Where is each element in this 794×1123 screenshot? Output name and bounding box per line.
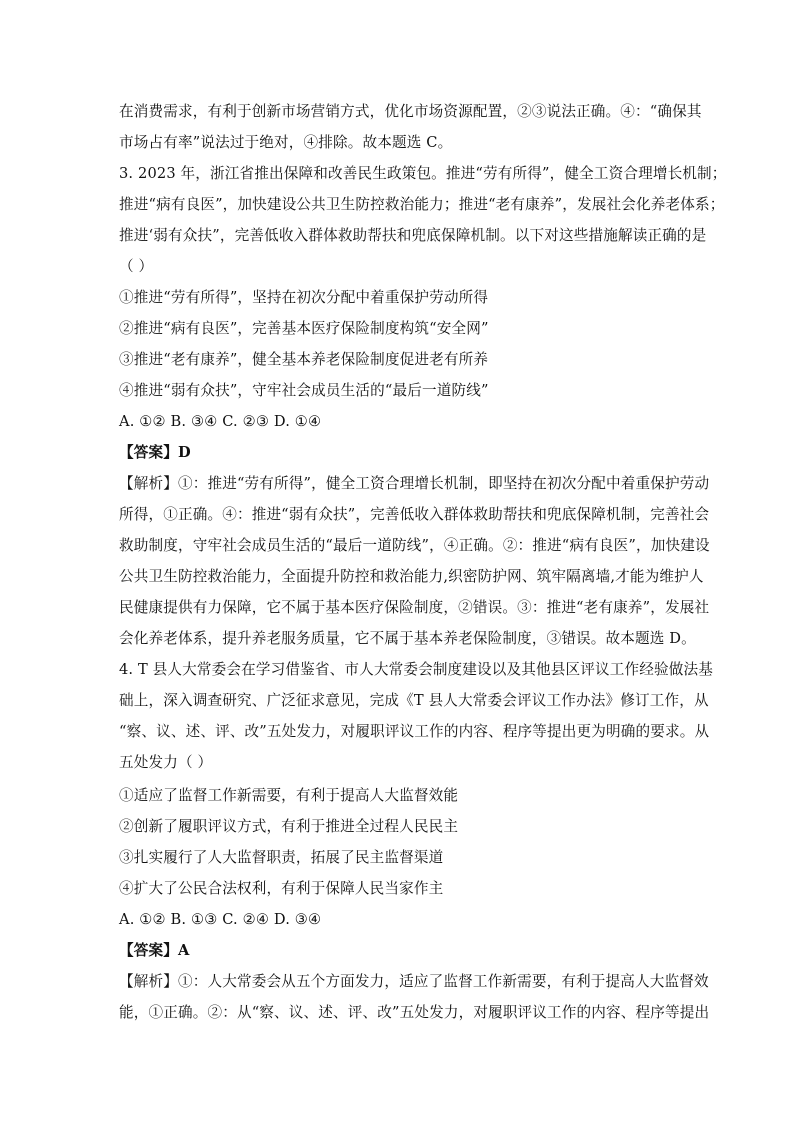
question-4-stem-line: 五处发力（ ） — [119, 754, 213, 771]
question-4-stem-line: 础上，深入调查研究、广泛征求意见，完成《T 县人大常委会评议工作办法》修订工作，从 — [119, 692, 709, 709]
question-3-analysis-line: 【解析】①：推进“劳有所得”，健全工资合理增长机制，即坚持在初次分配中着重保护劳动 — [119, 475, 710, 492]
question-3-analysis-line: 会化养老体系，提升养老服务质量，它不属于基本养老保险制度，③错误。故本题选 D。 — [119, 630, 696, 647]
question-4-statement: ③扎实履行了人大监督职责，拓展了民主监督渠道 — [119, 849, 444, 866]
question-3-analysis-line: 救助制度，守牢社会成员生活的“最后一道防线”，④正确。②：推进“病有良医”，加快建设 — [119, 537, 710, 554]
text-line: 在消费需求，有利于创新市场营销方式，优化市场资源配置，②③说法正确。④：“确保其 — [119, 103, 702, 120]
question-3-statement: ③推进“老有康养”，健全基本养老保险制度促进老有所养 — [119, 351, 489, 368]
question-3-analysis-line: 公共卫生防控救治能力，全面提升防控和救治能力,织密防护网、筑牢隔离墙,才能为维护人 — [119, 568, 704, 585]
question-3-statement: ②推进“病有良医”，完善基本医疗保险制度构筑“安全网” — [119, 320, 489, 337]
question-3-statement: ④推进“弱有众扶”，守牢社会成员生活的“最后一道防线” — [119, 382, 489, 399]
question-3-analysis-line: 民健康提供有力保障，它不属于基本医疗保险制度，②错误。③：推进“老有康养”，发展社 — [119, 599, 710, 616]
question-3-stem-line: 3. 2023 年，浙江省推出保障和改善民生政策包。推进“劳有所得”，健全工资合理增长机制； — [119, 165, 727, 182]
question-4-answer: 【答案】A — [119, 942, 190, 959]
question-3-analysis-line: 所得，①正确。④：推进“弱有众扶”，完善低收入群体救助帮扶和兜底保障机制，完善社会 — [119, 506, 710, 523]
text-line: 市场占有率”说法过于绝对，④排除。故本题选 C。 — [119, 134, 453, 151]
question-4-statement: ①适应了监督工作新需要，有利于提高人大监督效能 — [119, 787, 459, 804]
question-4-options: A. ①② B. ①③ C. ②④ D. ③④ — [119, 911, 322, 928]
question-4-analysis-line: 能，①正确。②：从“察、议、述、评、改”五处发力，对履职评议工作的内容、程序等提出 — [119, 1004, 710, 1021]
question-4-statement: ④扩大了公民合法权利，有利于保障人民当家作主 — [119, 880, 444, 897]
question-4-statement: ②创新了履职评议方式，有利于推进全过程人民民主 — [119, 818, 459, 835]
question-4-analysis-line: 【解析】①：人大常委会从五个方面发力，适应了监督工作新需要，有利于提高人大监督效 — [119, 973, 709, 990]
question-3-statement: ①推进“劳有所得”，坚持在初次分配中着重保护劳动所得 — [119, 289, 489, 306]
question-3-blank: （ ） — [119, 258, 154, 275]
question-3-stem-line: 推进“病有良医”，加快建设公共卫生防控救治能力；推进“老有康养”，发展社会化养老体系； — [119, 196, 725, 213]
question-4-stem-line: 4. T 县人大常委会在学习借鉴省、市人大常委会制度建设以及其他县区评议工作经验做法基 — [119, 661, 713, 678]
question-3-options: A. ①② B. ③④ C. ②③ D. ①④ — [119, 413, 322, 430]
question-3-stem-line: 推进‘弱有众扶”，完善低收入群体救助帮扶和兜底保障机制。以下对这些措施解读正确的是 — [119, 227, 707, 244]
question-3-answer: 【答案】D — [119, 444, 191, 461]
question-4-stem-line: “察、议、述、评、改”五处发力，对履职评议工作的内容、程序等提出更为明确的要求。从 — [119, 723, 710, 740]
